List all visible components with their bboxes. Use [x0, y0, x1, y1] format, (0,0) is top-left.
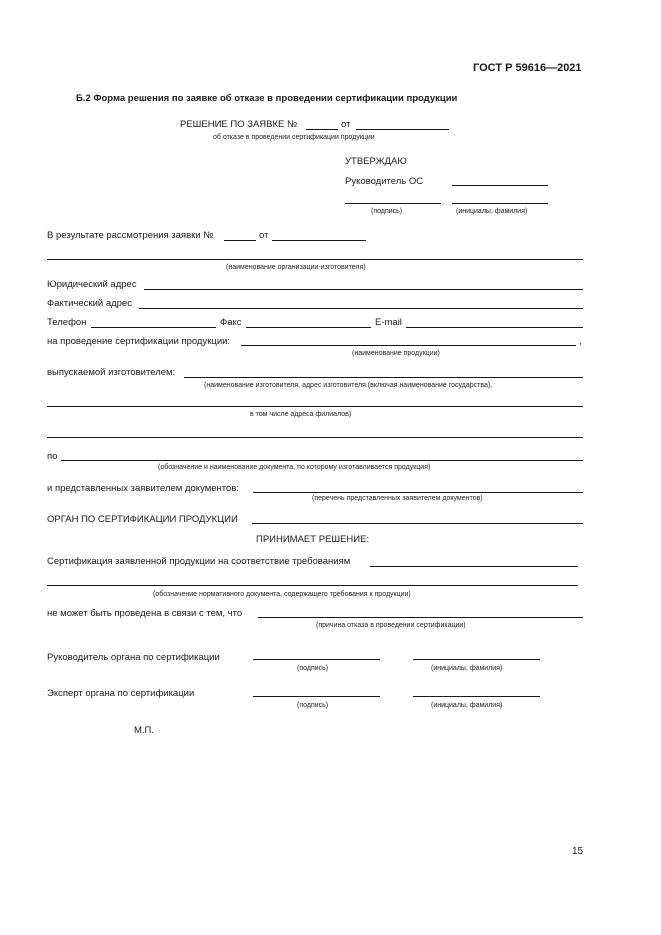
normative-doc-caption: (обозначение нормативного документа, содержащего требования к продукции): [153, 591, 411, 598]
review-date-line: [272, 240, 366, 241]
application-number-line: [306, 129, 338, 130]
head-os-line: [452, 185, 548, 186]
email-label: E-mail: [375, 317, 402, 328]
expert-cert-body-label: Эксперт органа по сертификации: [47, 688, 195, 699]
produced-by-label: выпускаемой изготовителем:: [47, 367, 176, 378]
cert-body-line: [252, 523, 583, 524]
head-signature-line: [253, 659, 380, 660]
branches-caption: в том числе адреса филиалов): [250, 411, 352, 418]
stamp-place-label: М.П.: [134, 725, 155, 736]
requirements-line: [370, 566, 578, 567]
decision-subtitle: об отказе в проведении сертификации продукции: [213, 134, 375, 141]
head-signature-caption: (подпись): [297, 665, 329, 672]
approve-label: УТВЕРЖДАЮ: [345, 156, 407, 167]
submitted-docs-line: [253, 492, 583, 493]
review-number-line: [224, 240, 256, 241]
extra-line: [47, 437, 583, 438]
page-number: 15: [572, 846, 584, 857]
document-line: [61, 460, 583, 461]
phone-label: Телефон: [47, 317, 87, 328]
by-label: по: [47, 451, 58, 462]
application-date-line: [356, 129, 449, 130]
product-name-caption: (наименование продукции): [352, 350, 440, 357]
head-initials-line: [413, 659, 540, 660]
submitted-docs-label: и представленных заявителем документов:: [47, 483, 239, 494]
org-name-line: [47, 259, 583, 260]
org-name-caption: (наименование организации-изготовителя): [226, 264, 366, 271]
phone-line: [91, 327, 216, 328]
normative-doc-line: [47, 585, 578, 586]
actual-address-label: Фактический адрес: [47, 298, 132, 309]
decision-from-label: от: [341, 119, 351, 130]
standard-number: ГОСТ Р 59616—2021: [473, 62, 582, 74]
actual-address-line: [139, 308, 583, 309]
fax-label: Факс: [220, 317, 242, 328]
approve-initials-caption: (инициалы, фамилия): [456, 208, 528, 215]
cannot-be-label: не может быть проведена в связи с тем, что: [47, 608, 243, 619]
section-title: Б.2 Форма решения по заявке об отказе в проведении сертификации продукции: [76, 93, 458, 104]
document-caption: (обозначение и наименование документа, по которому изготавливается продукция): [158, 464, 431, 471]
approve-initials-line: [452, 203, 548, 204]
decision-title: РЕШЕНИЕ ПО ЗАЯВКЕ №: [180, 119, 298, 130]
expert-signature-line: [253, 696, 380, 697]
product-name-line: [241, 345, 576, 346]
manufacturer-caption: (наименование изготовителя, адрес изготовителя (включая наименование государства),: [204, 382, 493, 389]
head-os-label: Руководитель ОС: [345, 176, 424, 187]
legal-address-label: Юридический адрес: [47, 279, 137, 290]
expert-initials-caption: (инициалы, фамилия): [431, 702, 503, 709]
expert-signature-caption: (подпись): [297, 702, 329, 709]
fax-line: [246, 327, 371, 328]
head-cert-body-label: Руководитель органа по сертификации: [47, 652, 220, 663]
approve-signature-caption: (подпись): [371, 208, 403, 215]
cert-body-label: ОРГАН ПО СЕРТИФИКАЦИИ ПРОДУКЦИИ: [47, 514, 238, 525]
cert-compliance-label: Сертификация заявленной продукции на соответствие требованиям: [47, 556, 351, 567]
review-result-label: В результате рассмотрения заявки №: [47, 230, 214, 241]
for-certification-label: на проведение сертификации продукции:: [47, 336, 231, 347]
comma: ,: [579, 336, 582, 347]
reason-line: [258, 617, 583, 618]
branches-line: [47, 406, 583, 407]
manufacturer-line: [184, 377, 583, 378]
review-from-label: от: [259, 230, 269, 241]
submitted-docs-caption: (перечень представленных заявителем документов): [312, 495, 483, 502]
reason-caption: (причина отказа в проведении сертификации): [316, 622, 466, 629]
approve-signature-line: [345, 203, 441, 204]
decides-label: ПРИНИМАЕТ РЕШЕНИЕ:: [256, 534, 370, 545]
legal-address-line: [144, 289, 583, 290]
email-line: [406, 327, 583, 328]
expert-initials-line: [413, 696, 540, 697]
head-initials-caption: (инициалы, фамилия): [431, 665, 503, 672]
